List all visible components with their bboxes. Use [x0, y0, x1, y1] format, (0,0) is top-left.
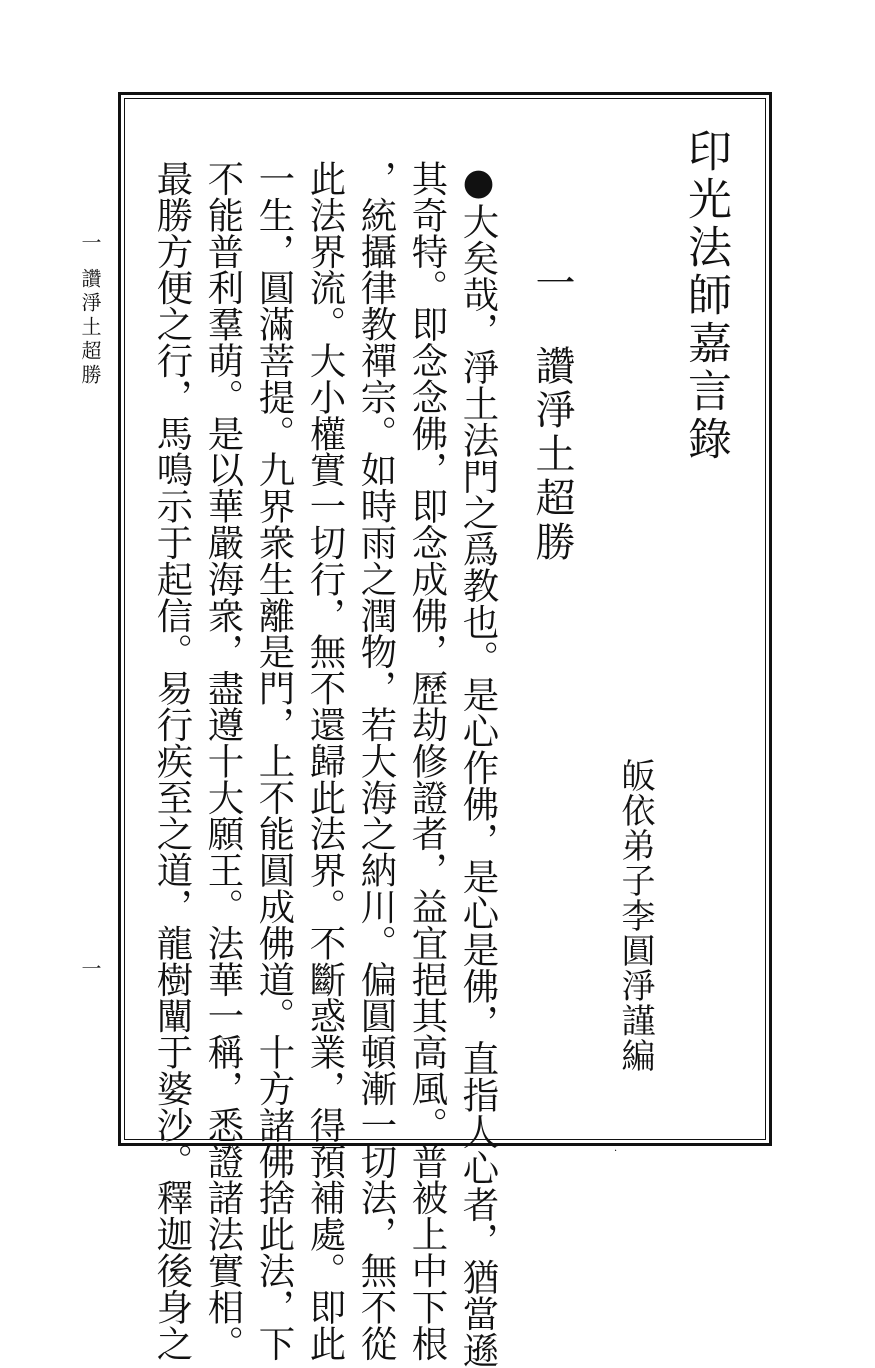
compiler-line: 皈依弟子李圓淨謹編	[615, 758, 655, 1073]
chapter-number: 一	[529, 262, 575, 302]
margin-page-number-bottom: 一	[78, 958, 102, 978]
book-title: 印光法師嘉言錄	[680, 128, 731, 464]
body-column: ●大矣哉，淨土法門之爲教也。是心作佛，是心是佛，直指人心者，猶當遜	[457, 160, 500, 1368]
body-column: ，統攝律教禪宗。如時雨之潤物，若大海之納川。偏圓頓漸一切法，無不從	[355, 160, 398, 1362]
body-column: 一生，圓滿菩提。九界衆生離是門，上不能圓成佛道。十方諸佛捨此法，下	[253, 160, 296, 1362]
margin-page-number-top: 一	[78, 232, 102, 252]
body-column: 不能普利羣萌。是以華嚴海衆，盡遵十大願王。法華一稱，悉證諸法實相。	[202, 160, 245, 1362]
body-column: 最勝方便之行，馬鳴示于起信。易行疾至之道，龍樹闡于婆沙。釋迦後身之	[151, 160, 194, 1362]
body-column: 其奇特。即念念佛，即念成佛，歷劫修證者，益宜挹其高風。普被上中下根	[406, 160, 449, 1362]
chapter-title: 讚淨土超勝	[529, 345, 575, 565]
body-column: 此法界流。大小權實一切行，無不還歸此法界。不斷惑業，得預補處。即此	[304, 160, 347, 1362]
scan-speck: ·	[614, 1146, 618, 1157]
margin-section-title: 讚淨土超勝	[78, 268, 102, 388]
